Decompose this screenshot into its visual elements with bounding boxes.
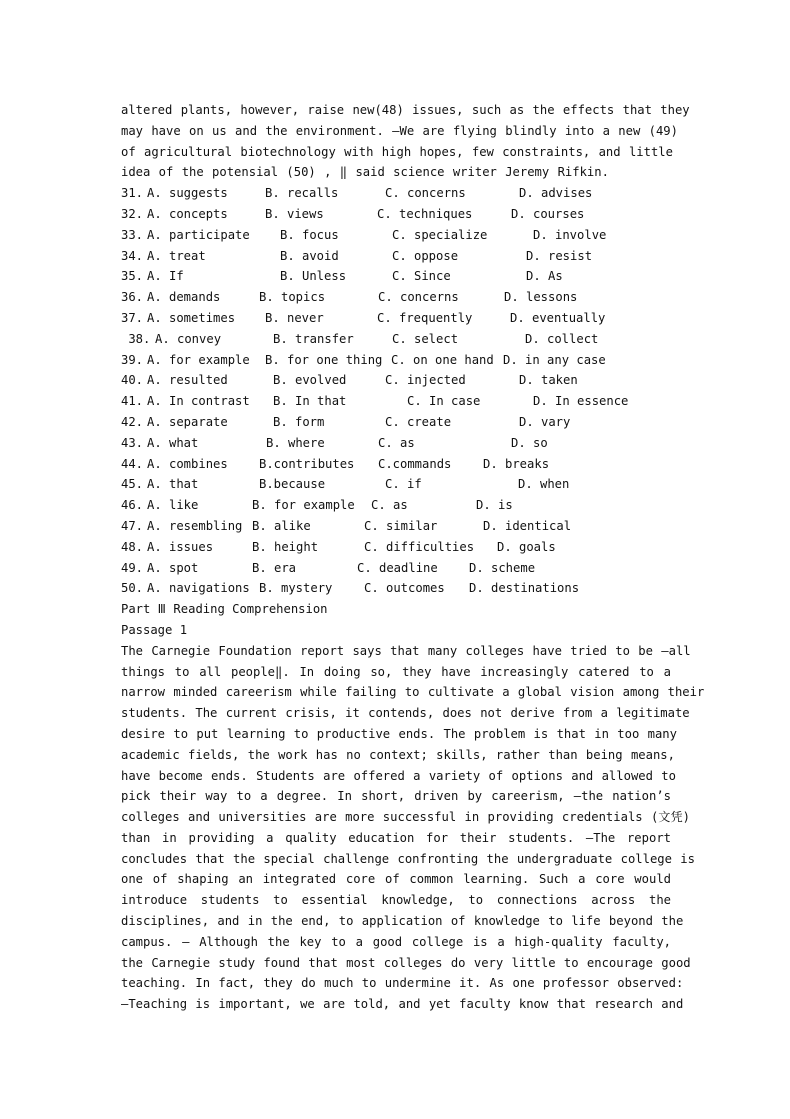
- option-d: D. is: [476, 498, 513, 513]
- intro-paragraph: [121, 100, 690, 183]
- question-row: [121, 370, 671, 391]
- question-number: 46.: [121, 498, 144, 513]
- question-row: [121, 578, 671, 599]
- text-line: pick their way to a degree. In short, driven by careerism, —the nation’s: [121, 789, 671, 804]
- option-d: D. when: [518, 477, 570, 492]
- option-b: B.contributes: [259, 456, 355, 471]
- option-d: D. collect: [525, 331, 599, 346]
- question-number: 39.: [121, 352, 144, 367]
- option-d: D. identical: [483, 518, 572, 533]
- option-b: B. topics: [259, 290, 326, 305]
- question-row: [121, 412, 671, 433]
- option-c: C. oppose: [392, 248, 459, 263]
- option-b: B. In that: [273, 394, 347, 409]
- option-d: D. lessons: [504, 290, 578, 305]
- text-line: narrow minded careerism while failing to cultivate a global vision among their: [121, 685, 705, 700]
- question-number: 37.: [121, 310, 144, 325]
- option-b: B. transfer: [273, 331, 354, 346]
- option-c: C. deadline: [357, 560, 438, 575]
- option-d: D. so: [511, 435, 548, 450]
- option-b: B. recalls: [265, 186, 339, 201]
- question-row: [121, 537, 671, 558]
- question-number: 31.: [121, 186, 144, 201]
- text-line: altered plants, however, raise new(48) issues, such as the effects that they: [121, 103, 690, 117]
- option-b: B. avoid: [280, 248, 339, 263]
- option-a: A. If: [147, 269, 184, 284]
- text-line: the Carnegie study found that most colleges do very little to encourage good: [121, 955, 691, 970]
- question-number: 50.: [121, 581, 144, 596]
- option-d: D. In essence: [533, 394, 629, 409]
- option-b: B. evolved: [273, 373, 347, 388]
- option-c: C. create: [385, 414, 452, 429]
- text-line: introduce students to essential knowledge, to connections across the: [121, 893, 671, 908]
- text-line: have become ends. Students are offered a variety of options and allowed to: [121, 768, 676, 783]
- option-c: C. concerns: [385, 186, 466, 201]
- option-a: A. suggests: [147, 186, 228, 201]
- option-d: D. breaks: [483, 456, 550, 471]
- document-page: [121, 100, 705, 1015]
- option-b: B. Unless: [280, 269, 347, 284]
- option-a: A. issues: [147, 539, 214, 554]
- option-d: D. advises: [519, 186, 593, 201]
- option-d: D. courses: [511, 206, 585, 221]
- option-b: B. alike: [252, 518, 311, 533]
- option-c: C. Since: [392, 269, 451, 284]
- option-b: B. height: [252, 539, 319, 554]
- question-number: 45.: [121, 477, 144, 492]
- option-a: A. resembling: [147, 518, 243, 533]
- question-number: 47.: [121, 518, 144, 533]
- text-line: than in providing a quality education for their students. —The report: [121, 830, 671, 845]
- option-a: A. for example: [147, 352, 250, 367]
- option-c: C.commands: [378, 456, 452, 471]
- option-a: A. spot: [147, 560, 199, 575]
- text-line: idea of the potensial (50) , ‖ said science writer Jeremy Rifkin.: [121, 165, 609, 180]
- option-c: C. as: [378, 435, 415, 450]
- option-c: C. techniques: [377, 206, 473, 221]
- question-number: 32.: [121, 206, 144, 221]
- option-a: A. combines: [147, 456, 228, 471]
- option-b: B. for example: [252, 498, 355, 513]
- question-row: [121, 183, 671, 204]
- option-a: A. demands: [147, 290, 221, 305]
- option-c: C. select: [392, 331, 459, 346]
- option-b: B. where: [266, 435, 325, 450]
- question-row: [121, 308, 671, 329]
- text-line: The Carnegie Foundation report says that many colleges have tried to be —all: [121, 643, 691, 658]
- question-number: 34.: [121, 248, 144, 263]
- option-d: D. taken: [519, 373, 578, 388]
- option-d: D. vary: [519, 414, 571, 429]
- part-heading: Part Ⅲ Reading Comprehension: [121, 602, 328, 617]
- question-row: [121, 433, 671, 454]
- option-c: C. if: [385, 477, 422, 492]
- question-row: [121, 329, 671, 350]
- option-a: A. navigations: [147, 581, 250, 596]
- question-number: 40.: [121, 373, 144, 388]
- question-number: 44.: [121, 456, 144, 471]
- option-a: A. concepts: [147, 206, 228, 221]
- option-c: C. on one hand: [391, 352, 494, 367]
- question-row: [121, 266, 671, 287]
- text-line: desire to put learning to productive ends. The problem is that in too many: [121, 726, 677, 741]
- question-number: 48.: [121, 539, 144, 554]
- text-line: academic fields, the work has no context; skills, rather than being means,: [121, 747, 675, 762]
- option-a: A. convey: [155, 331, 222, 346]
- option-c: C. frequently: [377, 310, 473, 325]
- option-c: C. concerns: [378, 290, 459, 305]
- question-row: [121, 391, 671, 412]
- question-number: 33.: [121, 227, 144, 242]
- option-a: A. resulted: [147, 373, 228, 388]
- text-line: campus. — Although the key to a good college is a high-quality faculty,: [121, 934, 671, 949]
- option-c: C. In case: [407, 394, 481, 409]
- passage-paragraph: [121, 641, 705, 1015]
- option-b: B.because: [259, 477, 326, 492]
- option-b: B. for one thing: [265, 352, 383, 367]
- question-row: [121, 225, 671, 246]
- option-b: B. views: [265, 206, 324, 221]
- option-d: D. eventually: [510, 310, 606, 325]
- question-number: 43.: [121, 435, 144, 450]
- option-b: B. focus: [280, 227, 339, 242]
- option-d: D. destinations: [469, 581, 580, 596]
- option-b: B. mystery: [259, 581, 333, 596]
- option-b: B. era: [252, 560, 297, 575]
- option-d: D. scheme: [469, 560, 536, 575]
- question-row: [121, 204, 671, 225]
- passage-heading: Passage 1: [121, 622, 188, 637]
- option-a: A. that: [147, 477, 199, 492]
- question-row: [121, 495, 671, 516]
- text-line: one of shaping an integrated core of common learning. Such a core would: [121, 872, 671, 887]
- text-line: —Teaching is important, we are told, and yet faculty know that research and: [121, 997, 684, 1012]
- question-row: [121, 350, 671, 371]
- question-row: [121, 246, 671, 267]
- question-number: 38.: [121, 331, 151, 346]
- option-d: D. As: [526, 269, 563, 284]
- option-c: C. injected: [385, 373, 466, 388]
- option-a: A. like: [147, 498, 199, 513]
- option-c: C. similar: [364, 518, 438, 533]
- option-b: B. form: [273, 414, 325, 429]
- text-line: may have on us and the environment. —We are flying blindly into a new (49): [121, 123, 678, 138]
- option-d: D. involve: [533, 227, 607, 242]
- option-a: A. what: [147, 435, 199, 450]
- option-a: A. treat: [147, 248, 206, 263]
- option-c: C. outcomes: [364, 581, 445, 596]
- text-line: things to all people‖. In doing so, they have increasingly catered to a: [121, 664, 671, 679]
- option-a: A. In contrast: [147, 394, 250, 409]
- question-number: 35.: [121, 269, 144, 284]
- question-row: [121, 287, 671, 308]
- text-line: concludes that the special challenge confronting the undergraduate college is: [121, 851, 695, 866]
- option-c: C. specialize: [392, 227, 488, 242]
- option-c: C. as: [371, 498, 408, 513]
- question-number: 41.: [121, 394, 144, 409]
- text-line: disciplines, and in the end, to application of knowledge to life beyond the: [121, 914, 684, 929]
- question-row: [121, 454, 671, 475]
- option-b: B. never: [265, 310, 324, 325]
- option-a: A. separate: [147, 414, 228, 429]
- question-row: [121, 516, 671, 537]
- option-d: D. goals: [497, 539, 556, 554]
- text-line: colleges and universities are more successful in providing credentials (文凭): [121, 810, 691, 825]
- question-number: 42.: [121, 414, 144, 429]
- option-d: D. in any case: [503, 352, 606, 367]
- text-line: of agricultural biotechnology with high hopes, few constraints, and little: [121, 144, 673, 159]
- text-line: teaching. In fact, they do much to undermine it. As one professor observed:: [121, 976, 684, 991]
- option-a: A. participate: [147, 227, 250, 242]
- question-number: 49.: [121, 560, 144, 575]
- question-row: [121, 558, 671, 579]
- option-c: C. difficulties: [364, 539, 475, 554]
- option-a: A. sometimes: [147, 310, 236, 325]
- option-d: D. resist: [526, 248, 593, 263]
- text-line: students. The current crisis, it contends, does not derive from a legitimate: [121, 706, 690, 721]
- question-number: 36.: [121, 290, 144, 305]
- question-row: [121, 474, 671, 495]
- question-list: [121, 183, 671, 599]
